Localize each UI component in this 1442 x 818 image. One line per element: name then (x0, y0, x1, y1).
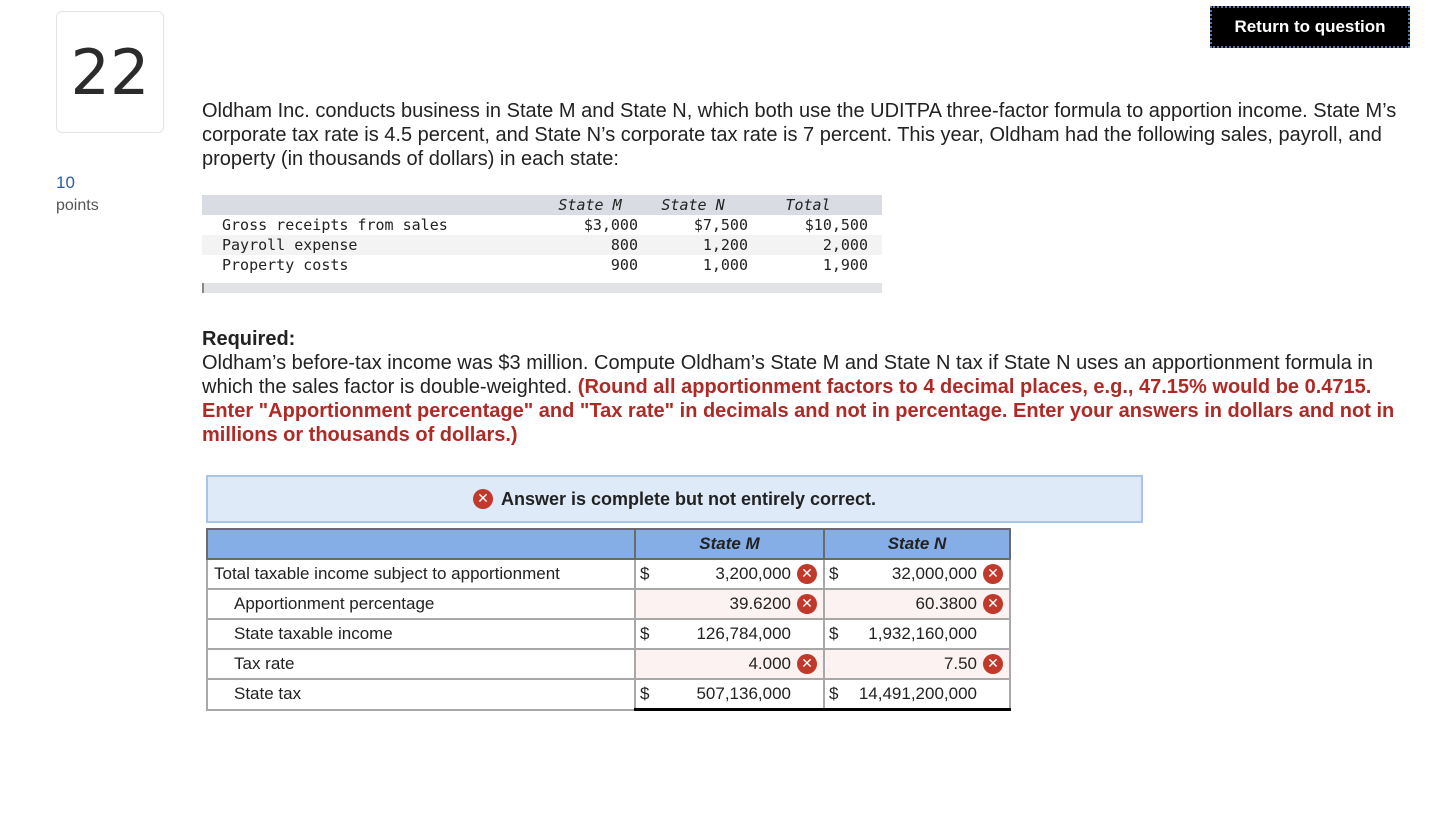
cell-value: 7.50 (943, 654, 977, 673)
given-data-table (202, 195, 882, 293)
row-label: Tax rate (207, 649, 635, 679)
answer-table (206, 528, 1011, 711)
required-text: Oldham’s before-tax income was $3 million. Compute Oldham’s State M and State N tax if State N uses an apportionment formula in which the sales factor is double-weighted. (202, 352, 1373, 398)
cell-value: 60.3800 (915, 594, 977, 613)
dollar-sign: $ (640, 624, 650, 643)
state-n-input[interactable] (824, 589, 1010, 619)
question-number: 22 (70, 35, 150, 109)
incorrect-x-icon: ✕ (983, 564, 1003, 584)
given-cell: $10,500 (804, 216, 868, 234)
table-scrollbar[interactable] (202, 283, 882, 293)
cell-value: 1,932,160,000 (868, 624, 977, 643)
cell-value: 4.000 (748, 654, 791, 673)
required-section (202, 327, 1424, 447)
state-m-input[interactable] (635, 589, 824, 619)
answer-status-banner (206, 475, 1143, 523)
question-number-box (56, 11, 164, 133)
given-row-label: Gross receipts from sales (222, 216, 448, 234)
incorrect-x-icon: ✕ (797, 564, 817, 584)
state-n-input[interactable] (824, 649, 1010, 679)
state-n-input[interactable] (824, 679, 1010, 710)
table-row (202, 235, 882, 255)
cell-value: 507,136,000 (696, 684, 791, 703)
row-label: State taxable income (207, 619, 635, 649)
points-label: points (56, 197, 99, 214)
given-row-label: Property costs (222, 256, 349, 274)
given-header-total: Total (748, 195, 868, 215)
given-cell: 2,000 (748, 235, 868, 255)
state-n-input[interactable] (824, 619, 1010, 649)
answer-header-state-n: State N (824, 529, 1010, 559)
incorrect-x-icon: ✕ (797, 594, 817, 614)
return-to-question-button[interactable]: Return to question (1210, 6, 1410, 48)
state-m-input[interactable] (635, 619, 824, 649)
state-m-input[interactable] (635, 679, 824, 710)
row-label: Apportionment percentage (207, 589, 635, 619)
problem-text: Oldham Inc. conducts business in State M and State N, which both use the UDITPA three-factor formula to apportion income. State M’s corporate tax rate is 4.5 percent, and State N’s corporate tax rate is 7 percent. This year, Oldham had the following sales, payroll, and property (in thousands of dollars) in each state: (202, 100, 1397, 170)
dollar-sign: $ (829, 564, 839, 583)
points-value: 10 (56, 173, 75, 192)
cell-value: 3,200,000 (715, 564, 791, 583)
required-title: Required: (202, 328, 296, 350)
given-cell: $3,000 (583, 216, 638, 234)
given-cell: 1,200 (638, 235, 748, 255)
table-row (207, 619, 1010, 649)
given-cell: $7,500 (693, 216, 748, 234)
given-header-state-n: State N (638, 195, 748, 215)
given-row-label: Payroll expense (202, 235, 542, 255)
dollar-sign: $ (829, 624, 839, 643)
given-cell: 800 (542, 235, 638, 255)
answer-header-state-m: State M (635, 529, 824, 559)
dollar-sign: $ (640, 684, 650, 703)
incorrect-x-icon: ✕ (983, 594, 1003, 614)
incorrect-x-icon: ✕ (983, 654, 1003, 674)
required-instructions: (Round all apportionment factors to 4 decimal places, e.g., 47.15% would be 0.4715. Enter "Apportionment percentage" and "Tax rate" in decimals and not in percentage. Enter your answers in dollars and not in millions or thousands of dollars.) (202, 376, 1395, 446)
given-cell: 900 (610, 256, 638, 274)
row-label: Total taxable income subject to apportionment (207, 559, 635, 589)
state-n-input[interactable] (824, 559, 1010, 589)
table-row (207, 649, 1010, 679)
given-header-state-m: State M (542, 195, 638, 215)
table-row (207, 679, 1010, 710)
state-m-input[interactable] (635, 649, 824, 679)
table-row (202, 255, 882, 275)
table-row (207, 559, 1010, 589)
dollar-sign: $ (829, 684, 839, 703)
error-x-icon: ✕ (473, 489, 493, 509)
cell-value: 39.6200 (729, 594, 791, 613)
table-row (202, 215, 882, 235)
row-label: State tax (207, 679, 635, 710)
cell-value: 14,491,200,000 (858, 684, 977, 703)
banner-text: Answer is complete but not entirely correct. (500, 488, 877, 509)
given-cell: 1,900 (822, 256, 868, 274)
given-cell: 1,000 (702, 256, 748, 274)
table-row (207, 589, 1010, 619)
incorrect-x-icon: ✕ (797, 654, 817, 674)
dollar-sign: $ (640, 564, 650, 583)
cell-value: 126,784,000 (696, 624, 791, 643)
cell-value: 32,000,000 (891, 564, 977, 583)
state-m-input[interactable] (635, 559, 824, 589)
